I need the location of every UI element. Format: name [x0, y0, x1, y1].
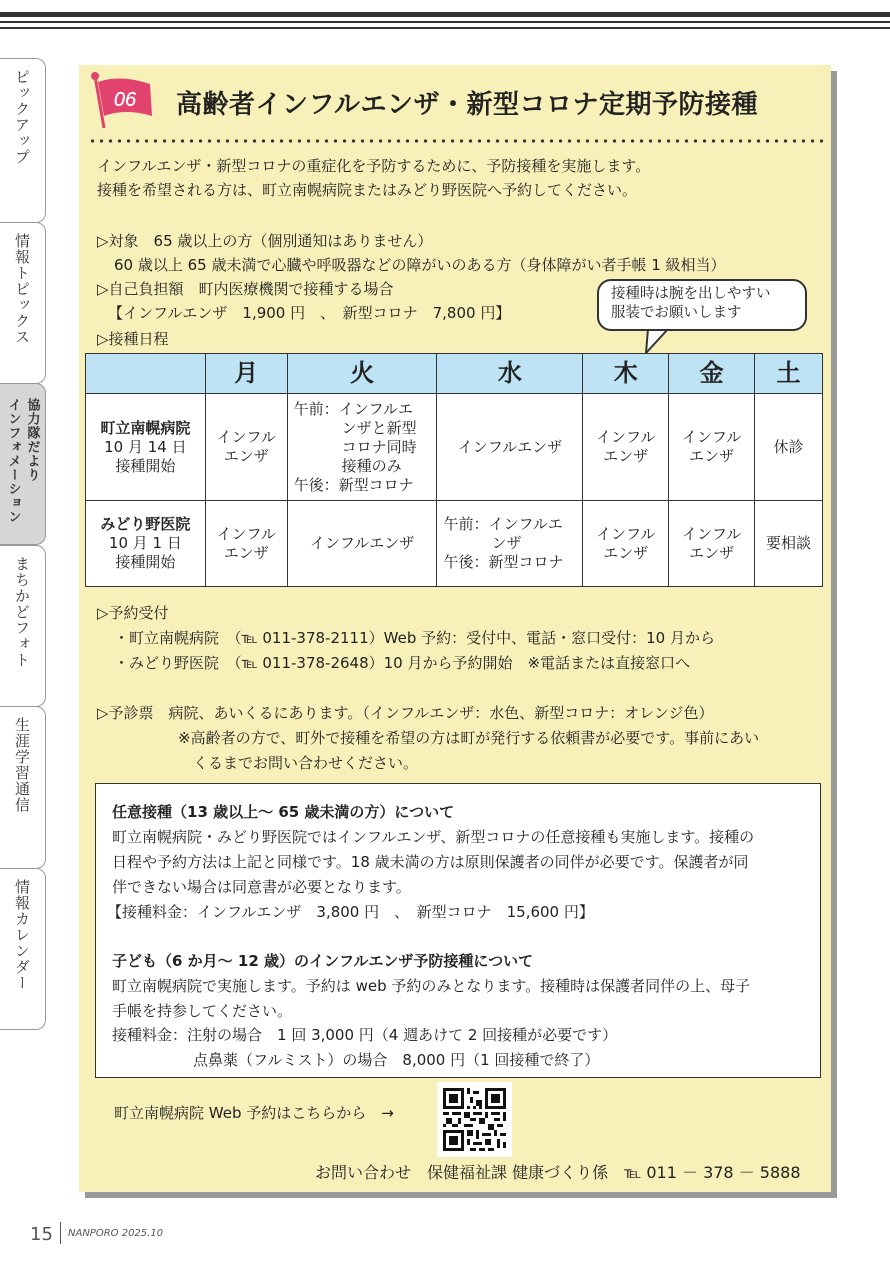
schedule-heading: ▷接種日程 — [97, 330, 169, 348]
box-heading-children: 子ども（6 か月～ 12 歳）のインフルエンザ予防接種について — [112, 952, 534, 970]
reservation-hospital: ・町立南幌病院 （℡ 011-378-2111）Web 予約：受付中、電話・窓口受付：10 月から — [114, 629, 715, 647]
questionnaire-line-3: くるまでお問い合わせください。 — [193, 754, 419, 772]
footer-brand: NANPORO 2025.10 — [68, 1228, 164, 1239]
header-day: 水 — [437, 354, 583, 394]
cell-mon: インフル エンザ — [205, 394, 287, 501]
tab-pickup[interactable]: ピックアップ — [0, 58, 46, 223]
page-number: 15 — [30, 1224, 53, 1245]
box-child-para-2: 手帳を持参してください。 — [112, 1002, 293, 1020]
bubble-line-1: 接種時は腕を出しやすい — [611, 286, 771, 302]
cell-wed: 午前：インフルエ ンザ 午後：新型コロナ — [437, 501, 583, 587]
header-empty — [86, 354, 206, 394]
table-row — [86, 394, 823, 501]
tab-information-line2: 協力隊だより — [24, 398, 40, 482]
hospital-name: みどり野医院 — [100, 515, 191, 533]
target-line-1: ▷対象 65 歳以上の方（個別通知はありません） — [97, 232, 433, 250]
reservation-clinic: ・みどり野医院 （℡ 011-378-2648）10 月から予約開始 ※電話または直接窓口へ — [114, 654, 691, 672]
header-day: 金 — [669, 354, 755, 394]
cost-line-1: ▷自己負担額 町内医療機関で接種する場合 — [97, 280, 394, 298]
cell-mon: インフル エンザ — [205, 501, 287, 587]
header-day: 木 — [583, 354, 669, 394]
tab-information-line1: インフォメーション — [5, 398, 21, 524]
badge-number: 06 — [113, 89, 137, 111]
box-child-para-1: 町立南幌病院で実施します。予約は web 予約のみとなります。接種時は保護者同伴の上、母子 — [112, 977, 751, 995]
start-label: 接種開始 — [115, 456, 176, 475]
tab-learning[interactable]: 生涯学習通信 — [0, 706, 46, 869]
web-reservation-text: 町立南幌病院 Web 予約はこちらから → — [114, 1104, 394, 1122]
box-fee-line: 【接種料金：インフルエンザ 3,800 円 、 新型コロナ 15,600 円】 — [107, 903, 594, 921]
table-row — [86, 501, 823, 587]
tab-information[interactable] — [0, 383, 46, 545]
questionnaire-line-2: ※高齢者の方で、町外で接種を希望の方は町が発行する依頼書が必要です。事前にあい — [178, 729, 760, 747]
header-rule-1 — [0, 12, 890, 17]
box-para-1: 町立南幌病院・みどり野医院ではインフルエンザ、新型コロナの任意接種も実施します。接種の — [112, 828, 755, 846]
dotted-divider — [88, 136, 828, 146]
cell-fri: インフル エンザ — [669, 394, 755, 501]
table-header-row — [86, 354, 823, 394]
hospital-cell — [86, 394, 206, 501]
header-day: 土 — [755, 354, 823, 394]
start-label: 接種開始 — [115, 553, 176, 571]
header-rule-2 — [0, 21, 890, 23]
cell-sat: 要相談 — [755, 501, 823, 587]
cell-thu: インフル エンザ — [583, 501, 669, 587]
cell-fri: インフル エンザ — [669, 501, 755, 587]
box-para-2: 日程や予約方法は上記と同様です。18 歳未満の方は原則保護者の同伴が必要です。保護者が同 — [112, 853, 749, 871]
hospital-cell — [86, 501, 206, 587]
start-date: 10 月 14 日 — [104, 437, 187, 456]
cost-line-2: 【インフルエンザ 1,900 円 、 新型コロナ 7,800 円】 — [108, 304, 511, 322]
speech-bubble — [597, 279, 807, 331]
start-date: 10 月 1 日 — [108, 534, 182, 552]
cell-sat: 休診 — [755, 394, 823, 501]
qr-code-icon — [443, 1088, 506, 1151]
contact-info: お問い合わせ 保健福祉課 健康づくり係 ℡ 011 － 378 － 5888 — [315, 1163, 801, 1182]
box-para-3: 伴できない場合は同意書が必要となります。 — [112, 878, 411, 896]
hospital-name: 町立南幌病院 — [100, 418, 191, 437]
schedule-table — [85, 353, 823, 587]
box-child-fee-1: 接種料金：注射の場合 1 回 3,000 円（4 週あけて 2 回接種が必要です） — [112, 1026, 618, 1044]
cell-tue: 午前：インフルエ ンザと新型 コロナ同時 接種のみ 午後：新型コロナ — [287, 394, 437, 501]
intro-line-1: インフルエンザ・新型コロナの重症化を予防するために、予防接種を実施します。 — [97, 157, 651, 175]
target-line-2: 60 歳以上 65 歳未満で心臓や呼吸器などの障がいのある方（身体障がい者手帳 1 級相当） — [114, 256, 726, 274]
footer-divider — [60, 1222, 61, 1244]
flag-icon — [90, 70, 158, 130]
page-title: 高齢者インフルエンザ・新型コロナ定期予防接種 — [176, 90, 758, 120]
tab-calendar[interactable]: 情報カレンダー — [0, 868, 46, 1030]
qr-code[interactable] — [437, 1082, 512, 1157]
bubble-line-2: 服装でお願いします — [611, 305, 742, 321]
cell-tue: インフルエンザ — [287, 501, 437, 587]
header-rule-3 — [0, 27, 890, 29]
reservation-heading: ▷予約受付 — [97, 604, 169, 622]
box-child-fee-2: 点鼻薬（フルミスト）の場合 8,000 円（1 回接種で終了） — [193, 1051, 600, 1069]
intro-line-2: 接種を希望される方は、町立南幌病院またはみどり野医院へ予約してください。 — [97, 181, 638, 199]
cell-thu: インフル エンザ — [583, 394, 669, 501]
box-heading-voluntary: 任意接種（13 歳以上～ 65 歳未満の方）について — [112, 803, 455, 821]
questionnaire-line-1: ▷予診票 病院、あいくるにあります。（インフルエンザ：水色、新型コロナ：オレンジ色） — [97, 704, 714, 722]
tab-topics[interactable]: 情報トピックス — [0, 222, 46, 384]
header-day: 火 — [287, 354, 437, 394]
header-day: 月 — [205, 354, 287, 394]
tab-photo[interactable]: まちかどフォト — [0, 545, 46, 707]
cell-wed: インフルエンザ — [437, 394, 583, 501]
